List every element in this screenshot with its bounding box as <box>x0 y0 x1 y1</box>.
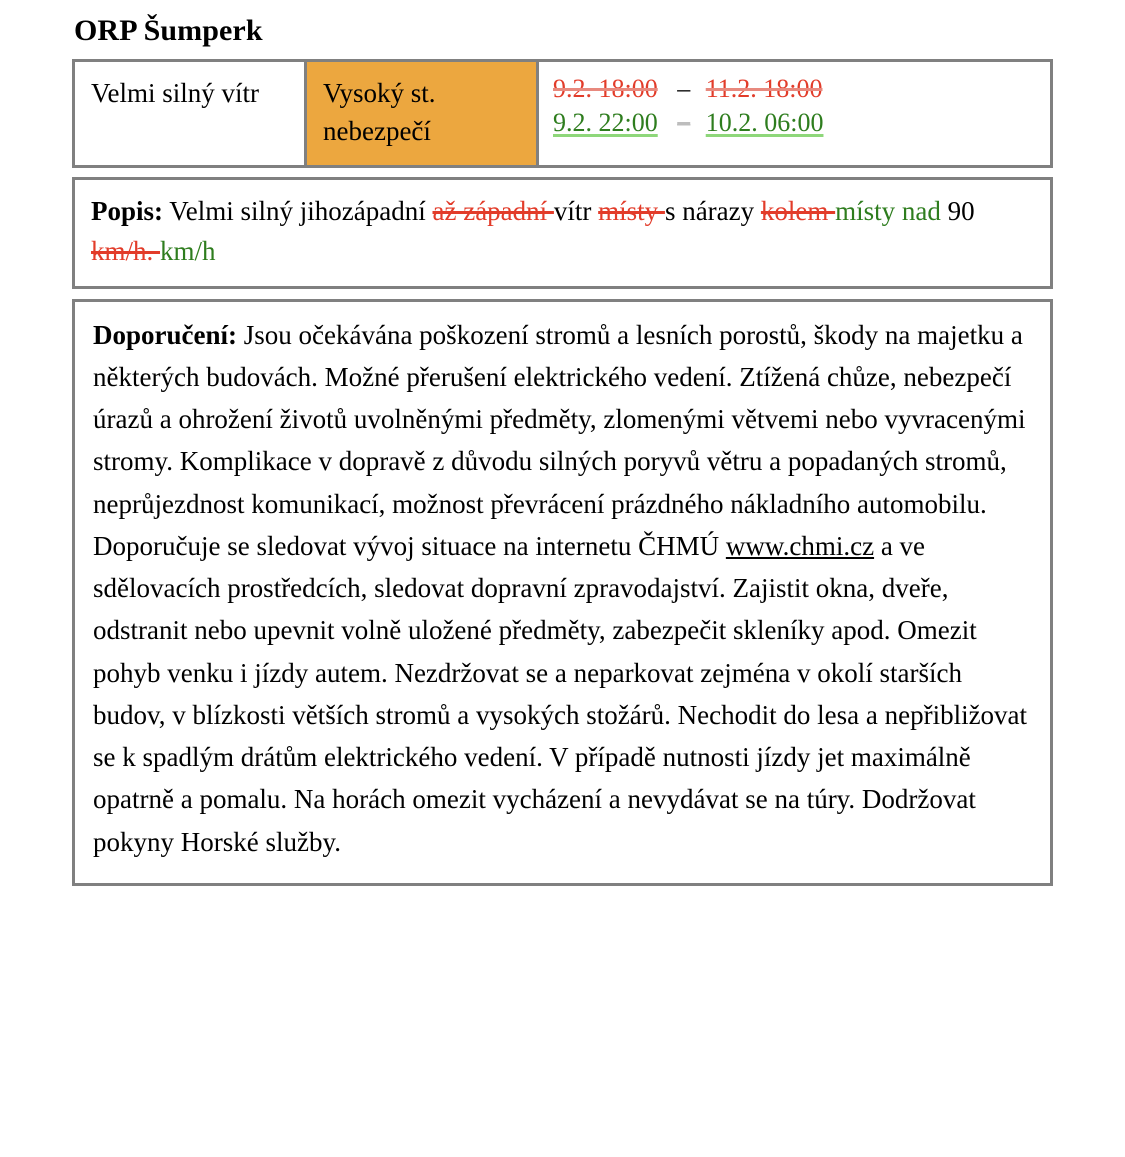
description-text <box>91 196 975 267</box>
date-from-old: 9.2. 18:00 <box>553 73 658 103</box>
validity-dates-cell <box>538 60 1052 166</box>
description-box <box>72 177 1053 289</box>
date-diff-grid <box>553 72 1036 141</box>
unchanged-text: Velmi silný jihozápadní <box>169 195 433 226</box>
recommendation-text-after-link: a ve sdělovacích prostředcích, sledovat dopravní zpravodajství. Zajistit okna, dveře, odstranit nebo upevnit volně uložené předměty, zabezpečit skleníky apod. Omezit pohyb venku i jízdy autem. Nezdržovat se a neparkovat zejména v okolí starších budov, v blízkosti větších stromů a vysokých stožárů. Nechodit do lesa a nepřibližovat se k spadlým drátům elektrického vedení. V případě nutnosti jízdy jet maximálně opatrně a pomalu. Na horách omezit vycházení a nevydávat se na túry. Dodržovat pokyny Horské služby. <box>93 530 1028 857</box>
deleted-text: až západní <box>432 195 554 226</box>
danger-level-cell: Vysoký st. nebezpečí <box>306 60 538 166</box>
deleted-text: kolem <box>760 195 836 226</box>
table-row <box>74 60 1052 166</box>
page-title: ORP Šumperk <box>74 14 263 47</box>
recommendation-box <box>72 299 1053 886</box>
date-to-new: 10.2. 06:00 <box>705 107 824 137</box>
warning-summary-table <box>72 59 1053 168</box>
phenomenon-cell: Velmi silný vítr <box>74 60 306 166</box>
deleted-text: místy <box>598 195 665 226</box>
description-label: Popis: <box>91 195 164 226</box>
date-to-old: 11.2. 18:00 <box>705 73 823 103</box>
inserted-text: km/h <box>160 236 216 267</box>
inserted-text: místy nad <box>835 195 948 226</box>
unchanged-text: vítr <box>553 195 599 226</box>
date-separator-old: – <box>677 73 691 103</box>
unchanged-text: s nárazy <box>664 195 761 226</box>
recommendation-text-before-link: Jsou očekávána poškození stromů a lesních porostů, škody na majetku a některých budovách. Možné přerušení elektrického vedení. Ztížená chůze, nebezpečí úrazů a ohrožení životů uvolněnými předměty, zlomenými větvemi nebo vyvracenými stromy. Komplikace v dopravě z důvodu silných poryvů větru a popadaných stromů, neprůjezdnost komunikací, možnost převrácení prázdného nákladního automobilu. Doporučuje se sledovat vývoj situace na internetu ČHMÚ <box>93 319 1026 561</box>
chmi-website-link[interactable]: www.chmi.cz <box>725 530 875 561</box>
date-from-new: 9.2. 22:00 <box>553 107 658 137</box>
deleted-text: km/h. <box>91 236 161 267</box>
unchanged-text: 90 <box>947 195 975 226</box>
date-separator-new: – <box>677 107 691 137</box>
recommendation-label: Doporučení: <box>93 319 237 350</box>
